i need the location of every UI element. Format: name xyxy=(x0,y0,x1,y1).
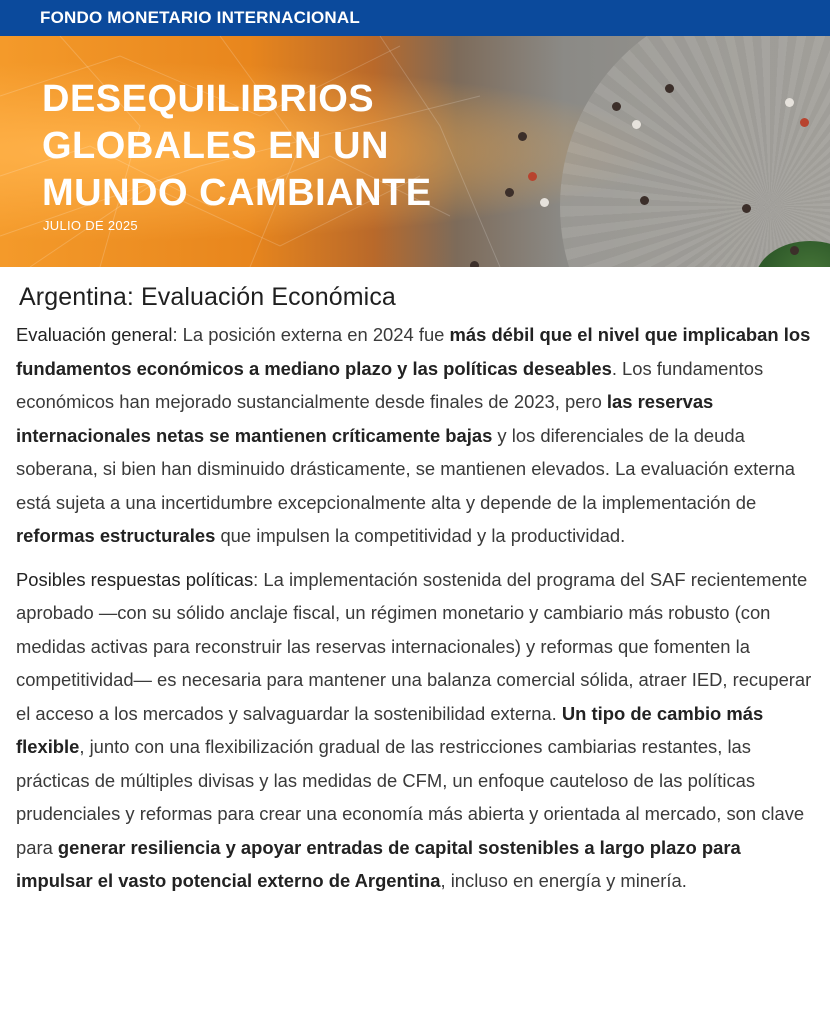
pedestrian-figure xyxy=(665,84,674,93)
hero-title-line: DESEQUILIBRIOS xyxy=(42,78,375,120)
pedestrian-figure xyxy=(528,172,537,181)
highlighted-text: Un tipo de cambio más flexible xyxy=(16,702,764,757)
hero-title xyxy=(42,76,432,217)
paragraph-text: , junto con una flexibilización gradual de las restricciones cambiarias restantes, las prácticas de múltiples divisas y las medidas de CFM, un enfoque cauteloso de las políticas prudenciales y reformas para crear una economía más abierta y orientada al mercado, son clave para xyxy=(16,736,805,858)
pedestrian-figure xyxy=(632,120,641,129)
article-body xyxy=(0,283,830,898)
paragraph-text: : La implementación sostenida del programa del SAF recientemente aprobado —con su sólido anclaje fiscal, un régimen monetario y cambiario más robusto (con medidas activas para reconstruir las reservas internacionales) y reformas que fomenten la competitividad— es necesaria para mantener una balanza comercial sólida, atraer IED, recuperar el acceso a los mercados y salvaguardar la sostenibilidad externa. xyxy=(16,568,812,724)
pedestrian-figure xyxy=(742,204,751,213)
highlighted-text: más débil que el nivel que implicaban los fundamentos económicos a mediano plazo y las políticas deseables xyxy=(16,324,811,379)
hero-banner xyxy=(0,36,830,267)
hero-title-line: GLOBALES EN UN xyxy=(42,125,389,167)
section-label: Evaluación general xyxy=(16,324,173,345)
pedestrian-figure xyxy=(540,198,549,207)
publication-date: JULIO DE 2025 xyxy=(43,218,138,233)
hero-title-line: MUNDO CAMBIANTE xyxy=(42,172,432,214)
general-assessment-paragraph xyxy=(16,318,814,553)
pedestrian-figure xyxy=(612,102,621,111)
paragraph-text: , incluso en energía y minería. xyxy=(440,870,687,891)
highlighted-text: reformas estructurales xyxy=(16,525,216,546)
pedestrian-figure xyxy=(785,98,794,107)
paragraph-text: que impulsen la competitividad y la productividad. xyxy=(215,525,626,546)
pedestrian-figure xyxy=(790,246,799,255)
top-bar xyxy=(0,0,830,36)
paragraph-text: : La posición externa en 2024 fue xyxy=(172,324,450,345)
pedestrian-figure xyxy=(470,261,479,267)
paragraph-text: y los diferenciales de la deuda soberana, si bien han disminuido drásticamente, se mantienen elevados. La evaluación externa está sujeta a una incertidumbre excepcionalmente alta y depende de la implementación de xyxy=(16,424,796,513)
pedestrian-figure xyxy=(505,188,514,197)
article-title: Argentina: Evaluación Económica xyxy=(19,283,396,311)
section-label: Posibles respuestas políticas xyxy=(16,568,254,590)
policy-responses-paragraph xyxy=(16,563,814,898)
pedestrian-figure xyxy=(800,118,809,127)
pedestrian-figure xyxy=(518,132,527,141)
org-name: FONDO MONETARIO INTERNACIONAL xyxy=(40,8,360,27)
pedestrian-figure xyxy=(640,196,649,205)
paragraph-text: . Los fundamentos económicos han mejorado sustancialmente desde finales de 2023, pero xyxy=(16,357,764,412)
highlighted-text: las reservas internacionales netas se mantienen críticamente bajas xyxy=(16,391,714,446)
highlighted-text: generar resiliencia y apoyar entradas de capital sostenibles a largo plazo para impulsar el vasto potencial externo de Argentina xyxy=(16,836,741,891)
